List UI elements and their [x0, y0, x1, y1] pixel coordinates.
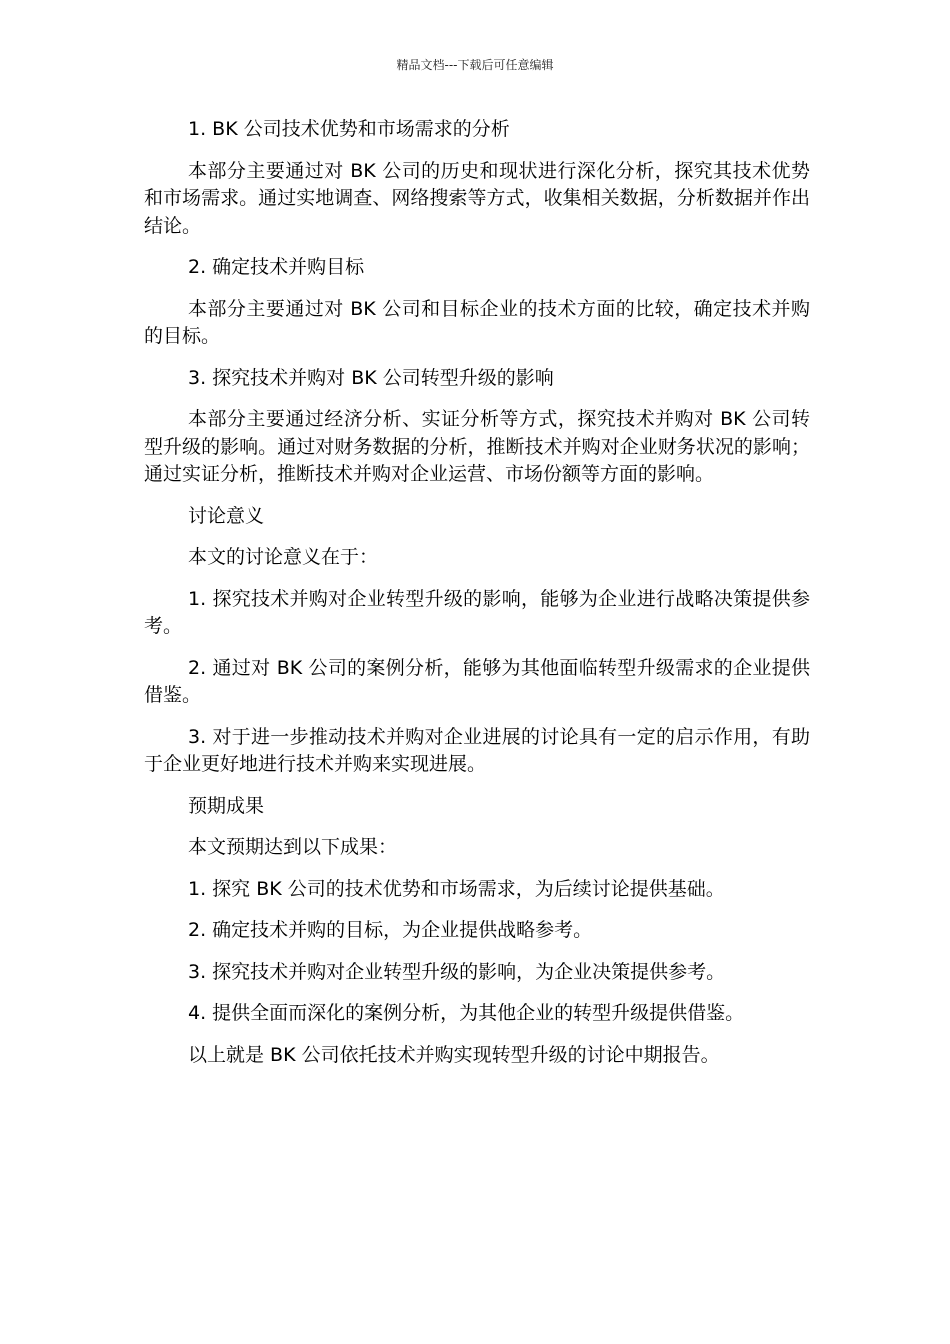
paragraph: 本文的讨论意义在于： [188, 546, 379, 568]
list-item: 3. 对于进一步推动技术并购对企业进展的讨论具有一定的启示作用，有助于企业更好地进行技术并购来实现进展。 [144, 725, 810, 775]
paragraph: 本部分主要通过经济分析、实证分析等方式，探究技术并购对 BK 公司转型升级的影响。通过对财务数据的分析，推断技术并购对企业财务状况的影响；通过实证分析，推断技术并购对企业运营、市场份额等方面的影响。 [144, 408, 810, 485]
paragraph: 本部分主要通过对 BK 公司和目标企业的技术方面的比较，确定技术并购的目标。 [144, 297, 810, 347]
heading-significance: 讨论意义 [188, 504, 265, 527]
heading-tech-advantage: 1. BK 公司技术优势和市场需求的分析 [188, 118, 510, 140]
list-item: 1. 探究 BK 公司的技术优势和市场需求，为后续讨论提供基础。 [188, 877, 725, 900]
heading-expected-results: 预期成果 [188, 794, 265, 817]
list-item: 1. 探究技术并购对企业转型升级的影响，能够为企业进行战略决策提供参考。 [144, 587, 810, 637]
heading-impact: 3. 探究技术并购对 BK 公司转型升级的影响 [188, 366, 554, 389]
list-item: 2. 确定技术并购的目标，为企业提供战略参考。 [188, 919, 593, 941]
page-header: 精品文档---下载后可任意编辑 [396, 58, 554, 72]
list-item: 3. 探究技术并购对企业转型升级的影响，为企业决策提供参考。 [188, 960, 726, 983]
list-item: 2. 通过对 BK 公司的案例分析，能够为其他面临转型升级需求的企业提供借鉴。 [144, 656, 810, 706]
document-body [144, 116, 810, 1083]
heading-merger-target: 2. 确定技术并购目标 [188, 256, 365, 278]
paragraph: 本文预期达到以下成果： [188, 836, 398, 858]
paragraph: 本部分主要通过对 BK 公司的历史和现状进行深化分析，探究其技术优势和市场需求。通过实地调查、网络搜索等方式，收集相关数据，分析数据并作出结论。 [144, 159, 810, 237]
list-item: 4. 提供全面而深化的案例分析，为其他企业的转型升级提供借鉴。 [188, 1002, 745, 1024]
closing-paragraph: 以上就是 BK 公司依托技术并购实现转型升级的讨论中期报告。 [188, 1043, 720, 1066]
